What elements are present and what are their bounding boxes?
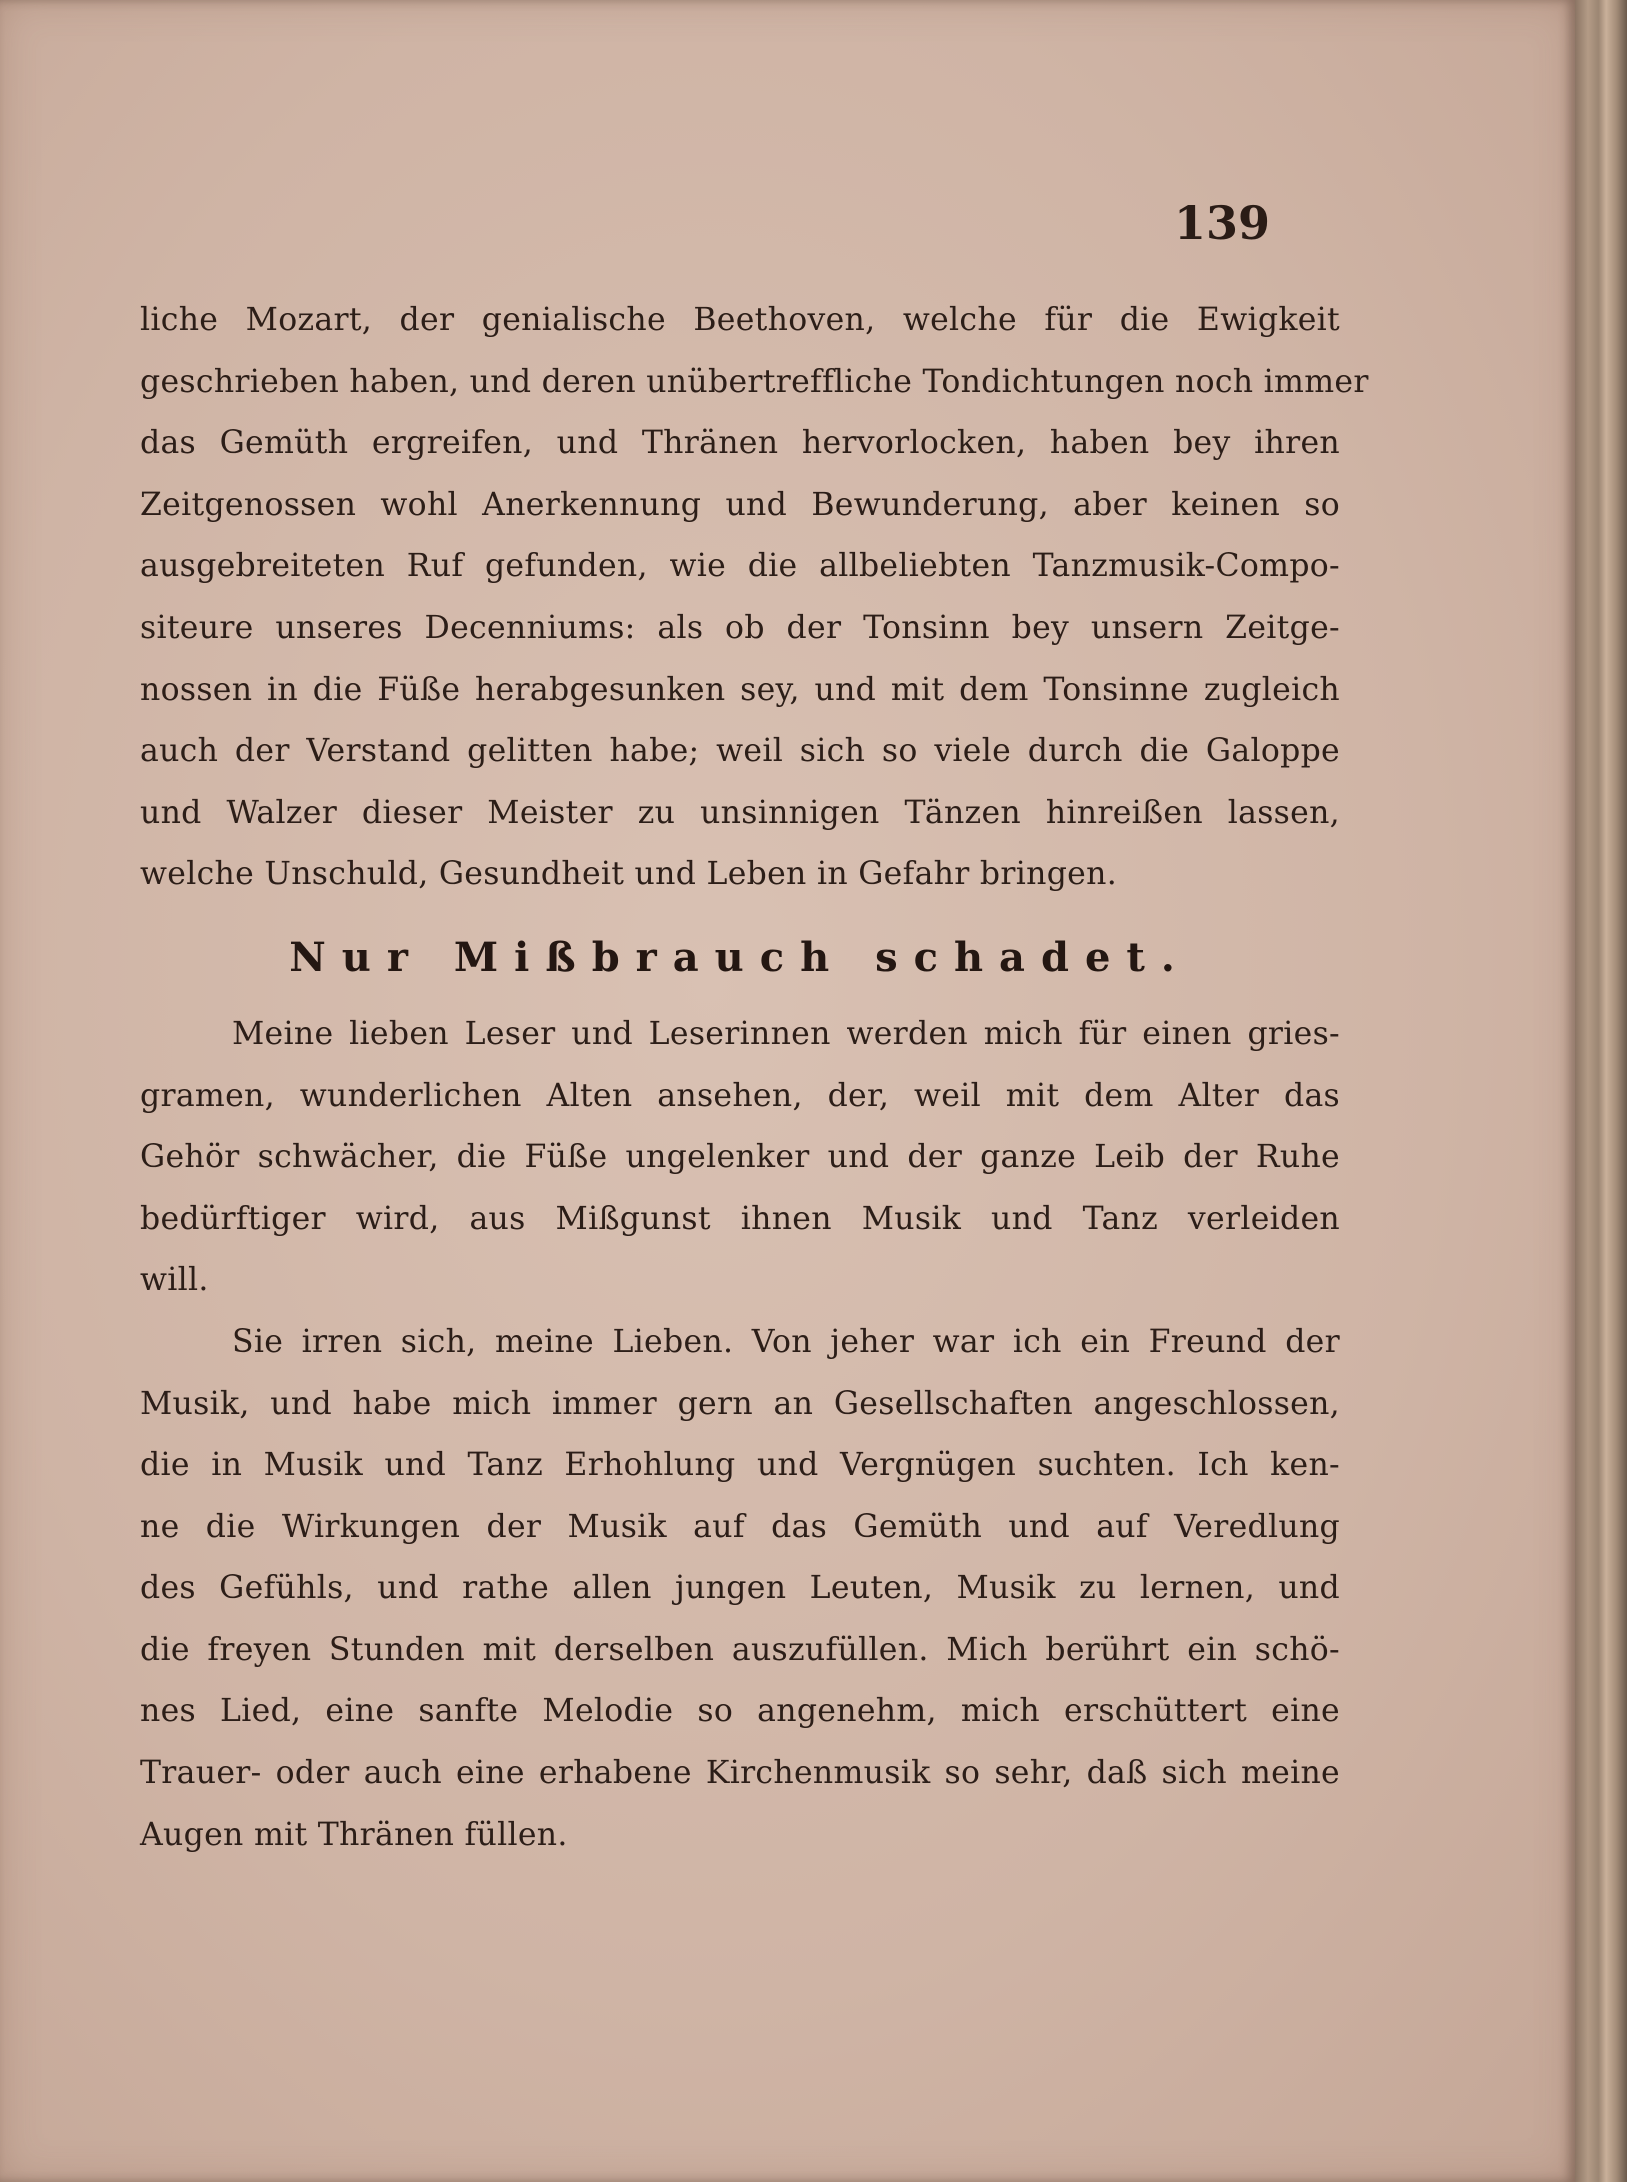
text-line: und Walzer dieser Meister zu unsinnigen Tänzen hinreißen lassen, — [140, 794, 1340, 831]
text-line: will. — [140, 1262, 209, 1299]
text-line: das Gemüth ergreifen, und Thränen hervorlocken, haben bey ihren — [140, 425, 1340, 462]
page-number: 139 — [1173, 196, 1270, 250]
book-spine-edge — [1575, 0, 1627, 2182]
text-line: geschrieben haben, und deren unübertreffliche Tondichtungen noch immer — [140, 363, 1369, 400]
page-text — [140, 290, 1369, 1866]
text-line: gramen, wunderlichen Alten ansehen, der, weil mit dem Alter das — [140, 1077, 1340, 1114]
text-line: Musik, und habe mich immer gern an Gesellschaften angeschlossen, — [140, 1385, 1340, 1422]
text-line: Sie irren sich, meine Lieben. Von jeher war ich ein Freund der — [232, 1323, 1340, 1360]
text-line: die in Musik und Tanz Erhohlung und Vergnügen suchten. Ich ken- — [140, 1447, 1340, 1484]
paragraph-2 — [140, 1004, 1340, 1312]
text-line: Meine lieben Leser und Leserinnen werden mich für einen gries- — [232, 1015, 1340, 1052]
text-line: nossen in die Füße herabgesunken sey, und mit dem Tonsinne zugleich — [140, 671, 1340, 708]
text-line: Zeitgenossen wohl Anerkennung und Bewunderung, aber keinen so — [140, 486, 1340, 523]
paragraph-3 — [140, 1312, 1340, 1866]
text-line: liche Mozart, der genialische Beethoven, welche für die Ewigkeit — [140, 302, 1340, 338]
text-line: ne die Wirkungen der Musik auf das Gemüth und auf Veredlung — [140, 1508, 1340, 1545]
text-line: die freyen Stunden mit derselben auszufüllen. Mich berührt ein schö- — [140, 1631, 1340, 1668]
text-line: des Gefühls, und rathe allen jungen Leuten, Musik zu lernen, und — [140, 1570, 1340, 1607]
text-line: ausgebreiteten Ruf gefunden, wie die allbeliebten Tanzmusik-Compo- — [140, 548, 1340, 585]
text-line: welche Unschuld, Gesundheit und Leben in Gefahr bringen. — [140, 856, 1118, 893]
text-line: Gehör schwächer, die Füße ungelenker und der ganze Leib der Ruhe — [140, 1139, 1340, 1176]
text-line: siteure unseres Decenniums: als ob der Tonsinn bey unsern Zeitge- — [140, 609, 1340, 646]
text-line: Augen mit Thränen füllen. — [140, 1816, 568, 1853]
section-heading: Nur Mißbrauch schadet. — [289, 933, 1191, 981]
text-line: Trauer- oder auch eine erhabene Kirchenmusik so sehr, daß sich meine — [140, 1755, 1340, 1792]
text-line: nes Lied, eine sanfte Melodie so angenehm, mich erschüttert eine — [140, 1693, 1340, 1730]
paragraph-1 — [140, 290, 1369, 906]
text-line: auch der Verstand gelitten habe; weil sich so viele durch die Galoppe — [140, 733, 1340, 770]
text-line: bedürftiger wird, aus Mißgunst ihnen Musik und Tanz verleiden — [140, 1200, 1340, 1237]
